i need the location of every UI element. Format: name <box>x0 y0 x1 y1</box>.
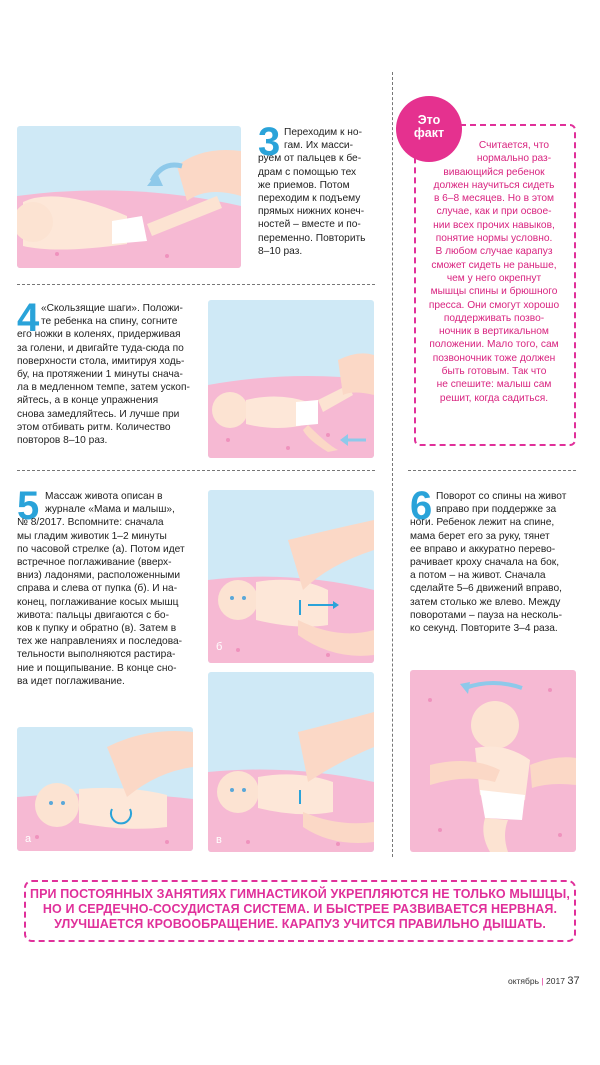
fact-badge-line: факт <box>413 126 445 140</box>
step4-line: его ножки в коленях, придерживая <box>17 329 181 341</box>
step6-line: рачивает кроху сначала на бок, <box>410 557 560 569</box>
step4-line: бу, на протяжении 1 минуты снача- <box>17 369 183 381</box>
image-label-b: б <box>216 641 223 653</box>
step5-line: по часовой стрелке (а). Потом идет <box>17 543 185 555</box>
illustration-step5-v <box>208 672 374 852</box>
divider-mid <box>17 470 375 471</box>
image-label-a: а <box>25 833 32 845</box>
footer-month: октябрь <box>508 976 540 986</box>
step6-line: ноги. Ребенок лежит на спине, <box>410 517 555 529</box>
fact-line: пресса. Они смогут хорошо <box>428 299 560 311</box>
step3-line: драм с помощью тех <box>258 166 357 178</box>
step4-number: 4 <box>17 296 40 340</box>
fact-line: мышцы спины и брюшного <box>430 286 558 298</box>
fact-line: быть готовым. Так что <box>441 366 547 378</box>
step4-line: за голени, и двигайте туда-сюда по <box>17 342 184 354</box>
step3-line: гам. Их масси- <box>284 140 354 152</box>
step6-line: сделайте 5–6 движений вправо, <box>410 583 562 595</box>
step6-line: ко секунд. Повторите 3–4 раза. <box>410 623 558 635</box>
step3-line: руем от пальцев к бе- <box>258 153 362 165</box>
banner-line: НО И СЕРДЕЧНО-СОСУДИСТАЯ СИСТЕМА. И БЫСТРЕЕ РАЗВИВАЕТСЯ НЕРВНАЯ. <box>42 902 558 916</box>
step5-line: журнале «Мама и малыш», <box>45 504 175 516</box>
step4-line: ла в медленном темпе, затем ускоп- <box>17 382 190 394</box>
step3-line: же приемов. Потом <box>258 179 350 191</box>
step3-line: Переходим к но- <box>284 127 362 138</box>
illustration-step3 <box>17 126 241 268</box>
fact-line: сможет сидеть не раньше, <box>431 259 557 271</box>
divider-vertical <box>392 72 393 857</box>
step4-line: повторов 8–10 раз. <box>17 435 108 447</box>
fact-line: решит, когда садиться. <box>439 392 549 404</box>
step3-line: прямых нижних конеч- <box>258 206 365 218</box>
fact-badge-line: Это <box>417 113 441 127</box>
step3-line: 8–10 раз. <box>258 245 303 257</box>
illustration-step5-b <box>208 490 374 663</box>
fact-line: понятие нормы условно. <box>435 233 553 245</box>
fact-line: Считается, что <box>478 140 550 151</box>
step6-line: ее вправо и аккуратно перево- <box>410 543 556 555</box>
step5-line: тельности выполняются растира- <box>17 649 176 661</box>
fact-text <box>418 139 570 405</box>
step5-number: 5 <box>17 484 40 528</box>
illustration-step4 <box>208 300 374 458</box>
divider-top <box>17 284 375 285</box>
step6-number: 6 <box>410 484 433 528</box>
step5-line: № 8/2017. Вспомните: сначала <box>17 517 164 529</box>
step5-line: мы гладим животик 1–2 минуты <box>17 530 167 542</box>
step4-line: те ребенка на спину, согните <box>41 316 178 328</box>
step5-text <box>17 484 193 688</box>
fact-line: нормально раз- <box>476 153 552 165</box>
step5-line: справа и слева от пупка (б). И на- <box>17 583 178 595</box>
step6-line: поворотами – пауза на несколь- <box>410 609 562 621</box>
step4-line: этом отбивать ритм. Количество <box>17 421 171 433</box>
divider-right <box>408 470 576 471</box>
step6-line: мама берет его за руку, тянет <box>410 530 550 542</box>
step5-line: конец, поглаживание косых мышц <box>17 596 179 608</box>
page-footer: октябрь | 2017 37 <box>508 975 580 987</box>
fact-line: В любом случае карапуз <box>435 246 553 258</box>
step3-line: переменно. Повторить <box>258 232 366 244</box>
image-label-v: в <box>216 834 222 846</box>
step4-line: «Скользящие шаги». Положи- <box>41 303 183 314</box>
step4-line: яйтесь, а в конце упражнения <box>17 395 159 407</box>
step5-line: тех же направлениях и последова- <box>17 636 183 648</box>
step3-line: ностей – вместе и по- <box>258 219 361 231</box>
step6-line: Поворот со спины на живот <box>436 491 567 502</box>
step5-line: ва идет поглаживание. <box>17 675 125 687</box>
fact-line: вивающийся ребенок <box>443 166 545 178</box>
step3-text <box>258 120 376 258</box>
step5-line: Массаж живота описан в <box>45 491 163 502</box>
page-number: 37 <box>567 975 580 987</box>
fact-line: не спешите: малыш сам <box>436 379 552 391</box>
fact-line: чем у него окрепнут <box>446 272 542 284</box>
fact-line: в 6–8 месяцев. Но в этом <box>433 193 555 205</box>
footer-year: 2017 <box>546 976 565 986</box>
step5-line: живота: пальцы двигаются с бо- <box>17 609 169 621</box>
step6-line: а потом – на живот. Сначала <box>410 570 546 582</box>
fact-line: положении. Мало того, сам <box>429 339 559 351</box>
fact-line: случае, как и при освое- <box>436 206 552 218</box>
fact-line: ночник в вертикальном <box>439 326 549 338</box>
banner-line: УЛУЧШАЕТСЯ КРОВООБРАЩЕНИЕ. КАРАПУЗ УЧИТСЯ ПРАВИЛЬНО ДЫШАТЬ. <box>54 917 546 931</box>
fact-line: позвоночник тоже должен <box>432 352 556 364</box>
fact-line: должен научиться сидеть <box>433 179 555 191</box>
fact-line: поддерживать позво- <box>443 312 545 324</box>
banner-line: ПРИ ПОСТОЯННЫХ ЗАНЯТИЯХ ГИМНАСТИКОЙ УКРЕПЛЯЮТСЯ НЕ ТОЛЬКО МЫШЦЫ, <box>30 887 570 901</box>
step6-line: вправо при поддержке за <box>436 504 557 516</box>
step4-line: поверхности стола, имитируя ходь- <box>17 355 185 367</box>
step3-line: переходим к подъему <box>258 193 361 205</box>
step3-number: 3 <box>258 120 281 164</box>
illustration-step6 <box>410 670 576 852</box>
step4-line: снова замедляйтесь. И лучше при <box>17 408 180 420</box>
bottom-banner <box>24 880 576 942</box>
step5-line: вниз) ладонями, расположенными <box>17 570 181 582</box>
fact-line: нии всех прочих навыков, <box>433 219 555 231</box>
step6-line: затем столько же влево. Между <box>410 596 561 608</box>
step4-text <box>17 296 195 447</box>
illustration-step5-a <box>17 727 193 851</box>
step5-line: встречное поглаживание (вверх- <box>17 557 172 569</box>
step5-line: ков к пупку и обратно (в). Затем в <box>17 623 177 635</box>
step5-line: ние и пощипывание. В конце сно- <box>17 662 177 674</box>
step6-text <box>410 484 578 635</box>
